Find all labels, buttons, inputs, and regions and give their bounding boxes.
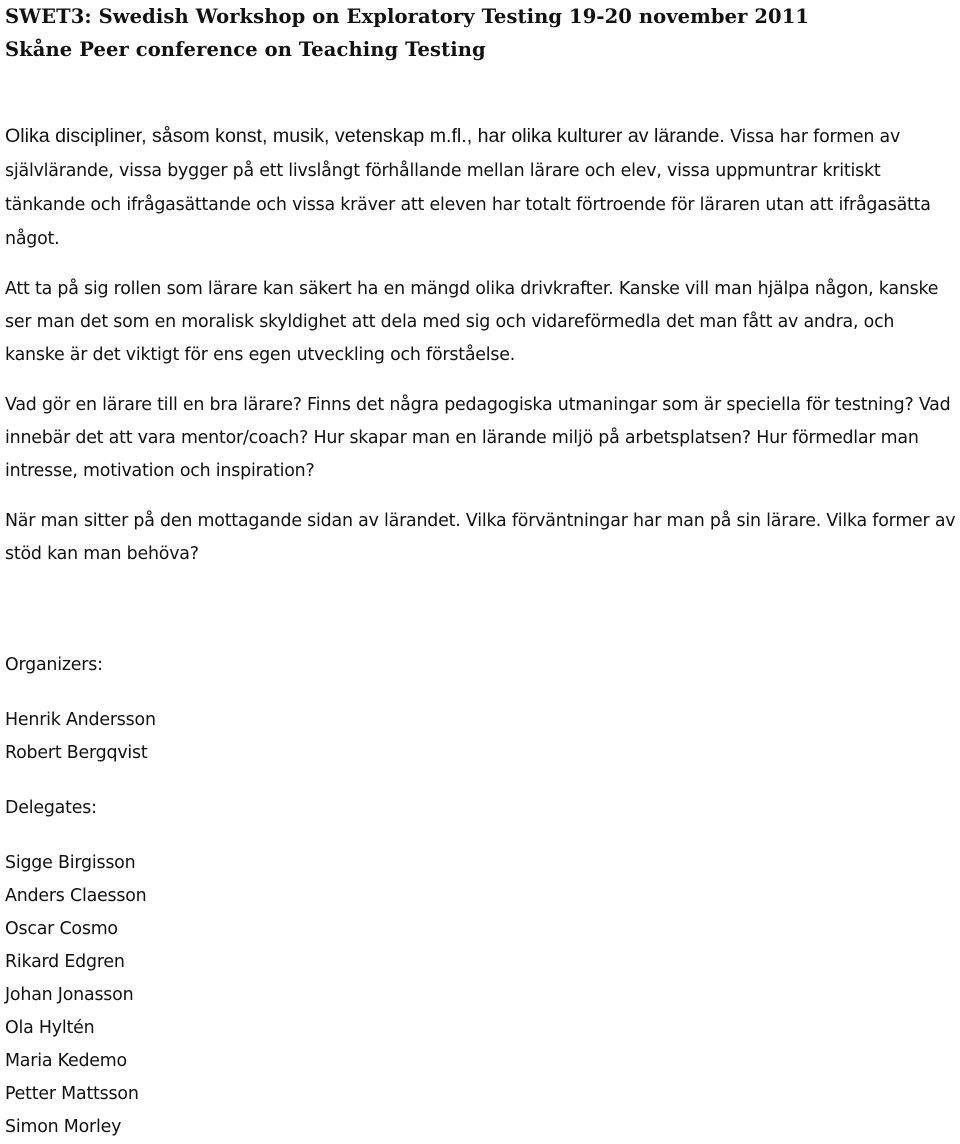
delegate-name: Ola Hyltén: [5, 1018, 95, 1038]
delegates-heading: Delegates:: [5, 798, 97, 818]
paragraph-questions: Vad gör en lärare till en bra lärare? Finns det några pedagogiska utmaningar som är speciella för testning? Vad innebär det att vara mentor/coach? Hur skapar man en lärande miljö på arbetsplatsen? Hur förmedlar man intresse, motivation och inspiration?: [5, 395, 951, 481]
title-line-1: SWET3: Swedish Workshop on Exploratory Testing 19-20 november 2011: [5, 5, 810, 28]
delegate-name: Petter Mattsson: [5, 1084, 139, 1104]
delegate-name: Simon Morley: [5, 1117, 122, 1137]
document-title: [5, 0, 957, 66]
delegates-list: [5, 847, 957, 1144]
delegate-name: Sigge Birgisson: [5, 853, 136, 873]
paragraph-motivations: Att ta på sig rollen som lärare kan säkert ha en mängd olika drivkrafter. Kanske vill man hjälpa någon, kanske ser man det som en moralisk skyldighet att dela med sig och vidareförmedla det man fått av andra, och kanske är det viktigt för ens egen utveckling och förståelse.: [5, 279, 939, 365]
organizer-name: Robert Bergqvist: [5, 743, 148, 763]
paragraph-receiving-side: När man sitter på den mottagande sidan av lärandet. Vilka förväntningar har man på sin lärare. Vilka former av stöd kan man behöva?: [5, 511, 956, 564]
delegate-name: Anders Claesson: [5, 886, 147, 906]
organizers-list: [5, 704, 957, 770]
organizers-heading: Organizers:: [5, 655, 103, 675]
delegate-name: Rikard Edgren: [5, 952, 125, 972]
intro-first-sentence: Olika discipliner, såsom konst, musik, vetenskap m.fl., har olika kulturer av lärande.: [5, 125, 725, 147]
title-line-2: Skåne Peer conference on Teaching Testing: [5, 38, 486, 61]
delegate-name: Oscar Cosmo: [5, 919, 118, 939]
delegate-name: Maria Kedemo: [5, 1051, 127, 1071]
delegate-name: Johan Jonasson: [5, 985, 134, 1005]
intro-continuation: Vissa har formen av självlärande, vissa bygger på ett livslångt förhållande mellan lärare och elev, vissa uppmuntrar kritiskt tänkande och ifrågasättande och vissa kräver att eleven har totalt förtroende för läraren utan att ifrågasätta något.: [5, 127, 931, 249]
document-page: [5, 0, 957, 1144]
organizer-name: Henrik Andersson: [5, 710, 156, 730]
intro-paragraph: [5, 120, 957, 256]
